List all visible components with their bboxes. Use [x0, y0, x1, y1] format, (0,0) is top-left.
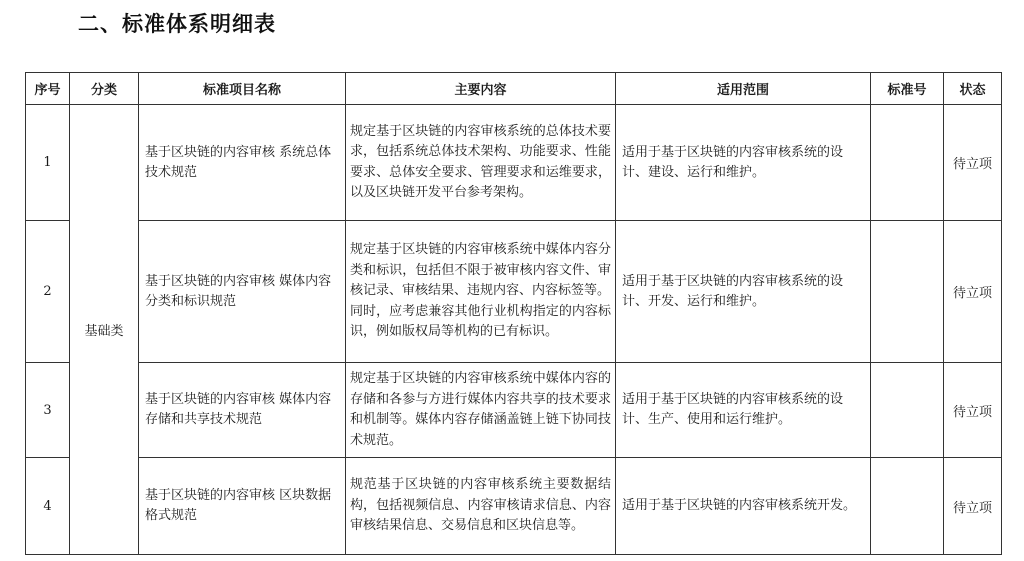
row-status: 待立项 [944, 105, 1002, 221]
table-row [26, 221, 1002, 363]
row-content [346, 363, 616, 458]
content-paragraph: 同时，应考虑兼容其他行业机构指定的内容标识，例如版权局等机构的已有标识。 [350, 303, 611, 340]
row-std-no [871, 221, 944, 363]
row-scope: 适用于基于区块链的内容审核系统开发。 [616, 458, 871, 555]
table-header-row [26, 73, 1002, 105]
table-row [26, 363, 1002, 458]
content-paragraph: 规定基于区块链的内容审核系统中媒体内容的存储和各参与方进行媒体内容共享的技术要求和机制等。媒体内容存储涵盖链上链下协同技术规范。 [350, 371, 611, 448]
row-no: 4 [26, 458, 70, 555]
row-name: 基于区块链的内容审核 系统总体技术规范 [139, 105, 346, 221]
content-paragraph: 规定基于区块链的内容审核系统中媒体内容分类和标识，包括但不限于被审核内容文件、审核记录、审核结果、违规内容、内容标签等。 [350, 242, 611, 299]
col-header-no: 序号 [26, 73, 70, 105]
content-paragraph: 规定基于区块链的内容审核系统的总体技术要求，包括系统总体技术架构、功能要求、性能要求、总体安全要求、管理要求和运维要求，以及区块链开发平台参考架构。 [350, 123, 611, 200]
standards-table [25, 72, 1002, 555]
table-row [26, 458, 1002, 555]
col-header-std-no: 标准号 [871, 73, 944, 105]
col-header-name: 标准项目名称 [139, 73, 346, 105]
row-status: 待立项 [944, 221, 1002, 363]
row-name: 基于区块链的内容审核 媒体内容分类和标识规范 [139, 221, 346, 363]
col-header-content: 主要内容 [346, 73, 616, 105]
row-status: 待立项 [944, 458, 1002, 555]
row-no: 2 [26, 221, 70, 363]
row-scope: 适用于基于区块链的内容审核系统的设计、开发、运行和维护。 [616, 221, 871, 363]
category-cell: 基础类 [70, 105, 139, 555]
row-no: 1 [26, 105, 70, 221]
row-std-no [871, 105, 944, 221]
row-content [346, 221, 616, 363]
row-content [346, 105, 616, 221]
row-content [346, 458, 616, 555]
row-name: 基于区块链的内容审核 区块数据格式规范 [139, 458, 346, 555]
row-std-no [871, 363, 944, 458]
row-name: 基于区块链的内容审核 媒体内容存储和共享技术规范 [139, 363, 346, 458]
row-no: 3 [26, 363, 70, 458]
row-scope: 适用于基于区块链的内容审核系统的设计、生产、使用和运行维护。 [616, 363, 871, 458]
col-header-scope: 适用范围 [616, 73, 871, 105]
col-header-category: 分类 [70, 73, 139, 105]
section-heading: 二、标准体系明细表 [78, 12, 276, 36]
col-header-status: 状态 [944, 73, 1002, 105]
row-scope: 适用于基于区块链的内容审核系统的设计、建设、运行和维护。 [616, 105, 871, 221]
content-paragraph: 规范基于区块链的内容审核系统主要数据结构，包括视频信息、内容审核请求信息、内容审核结果信息、交易信息和区块信息等。 [350, 477, 611, 534]
table-row [26, 105, 1002, 221]
row-status: 待立项 [944, 363, 1002, 458]
row-std-no [871, 458, 944, 555]
